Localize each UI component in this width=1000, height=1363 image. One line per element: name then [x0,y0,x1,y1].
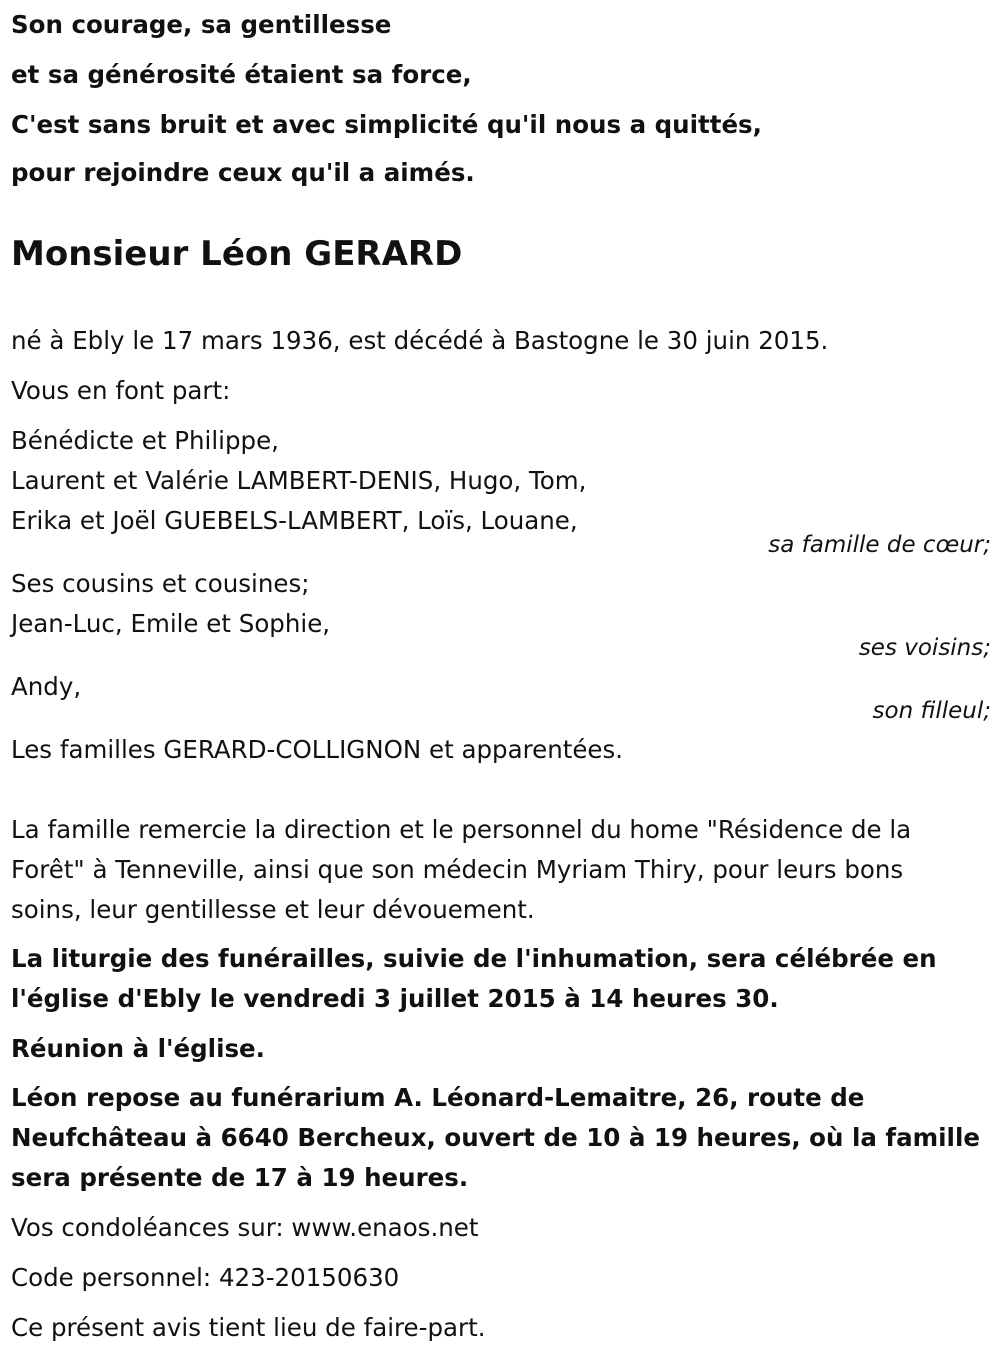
liturgy-line-1: La liturgie des funérailles, suivie de l'inhumation, sera célébrée en [11,944,937,973]
families-line: Les familles GERARD-COLLIGNON et apparentées. [11,735,624,764]
poem-line-4: pour rejoindre ceux qu'il a aimés. [11,158,475,187]
godson-role: son filleul; [872,698,991,724]
notice-line: Ce présent avis tient lieu de faire-part. [11,1313,486,1342]
thanks-line-2: Forêt" à Tenneville, ainsi que son médecin Myriam Thiry, pour leurs bons [11,855,904,884]
thanks-line-1: La famille remercie la direction et le personnel du home "Résidence de la [11,815,912,844]
rest-line-1: Léon repose au funérarium A. Léonard-Lemaitre, 26, route de [11,1083,865,1112]
thanks-line-3: soins, leur gentillesse et leur dévouement. [11,895,535,924]
family-line-1: Bénédicte et Philippe, [11,426,279,455]
announce-intro: Vous en font part: [11,376,231,405]
birth-death-text: né à Ebly le 17 mars 1936, est décédé à Bastogne le 30 juin 2015. [11,326,829,355]
neighbors-role: ses voisins; [858,635,991,661]
condolences-line: Vos condoléances sur: www.enaos.net [11,1213,479,1242]
poem-line-3: C'est sans bruit et avec simplicité qu'il nous a quittés, [11,110,762,139]
deceased-name: Monsieur Léon GERARD [11,234,463,274]
poem-line-1: Son courage, sa gentillesse [11,10,392,39]
family-line-3: Erika et Joël GUEBELS-LAMBERT, Loïs, Louane, [11,506,578,535]
family-role-heart: sa famille de cœur; [768,532,991,558]
family-line-2: Laurent et Valérie LAMBERT-DENIS, Hugo, Tom, [11,466,587,495]
cousins-line: Ses cousins et cousines; [11,569,310,598]
rest-line-2: Neufchâteau à 6640 Bercheux, ouvert de 10 à 19 heures, où la famille [11,1123,980,1152]
poem-line-2: et sa générosité étaient sa force, [11,60,472,89]
godson-line: Andy, [11,672,82,701]
neighbors-line: Jean-Luc, Emile et Sophie, [11,609,331,638]
meeting-line: Réunion à l'église. [11,1034,265,1063]
rest-line-3: sera présente de 17 à 19 heures. [11,1163,469,1192]
code-line: Code personnel: 423-20150630 [11,1263,400,1292]
liturgy-line-2: l'église d'Ebly le vendredi 3 juillet 2015 à 14 heures 30. [11,984,779,1013]
